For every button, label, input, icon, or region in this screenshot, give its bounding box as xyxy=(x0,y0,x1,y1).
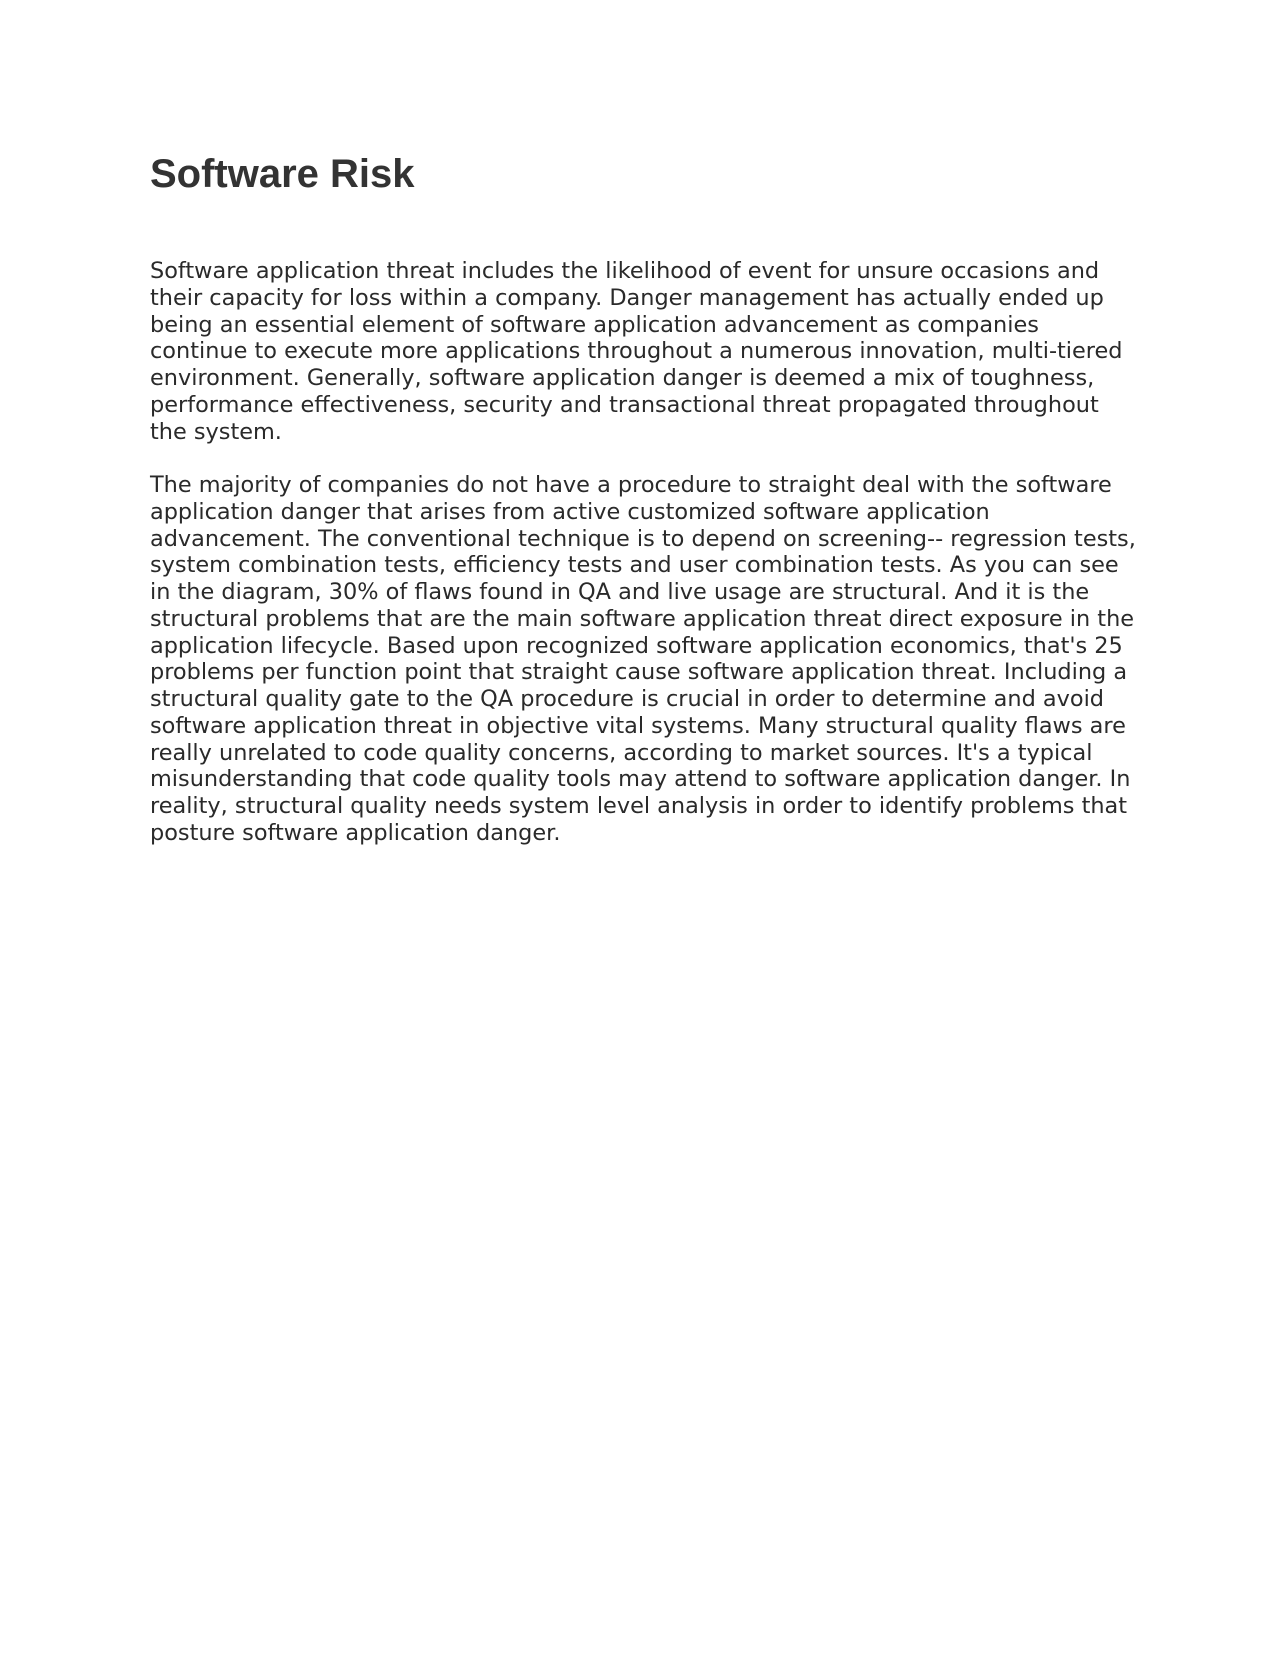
page-title: Software Risk xyxy=(150,152,415,196)
paragraph-1: Software application threat includes the likelihood of event for unsure occasions and their capacity for loss within a company. Danger management has actually ended up being an essential element of software application advancement as companies continue to execute more applications throughout a numerous innovation, multi-tiered environment. Generally, software application danger is deemed a mix of toughness, performance effectiveness, security and transactional threat propagated throughout the system. xyxy=(150,258,1123,445)
document-body xyxy=(150,258,1140,873)
paragraph-2: The majority of companies do not have a procedure to straight deal with the software application danger that arises from active customized software application advancement. The conventional technique is to depend on screening-- regression tests, system combination tests, efficiency tests and user combination tests. As you can see in the diagram, 30% of flaws found in QA and live usage are structural. And it is the structural problems that are the main software application threat direct exposure in the application lifecycle. Based upon recognized software application economics, that's 25 problems per function point that straight cause software application threat. Including a structural quality gate to the QA procedure is crucial in order to determine and avoid software application threat in objective vital systems. Many structural quality flaws are really unrelated to code quality concerns, according to market sources. It's a typical misunderstanding that code quality tools may attend to software application danger. In reality, structural quality needs system level analysis in order to identify problems that posture software application danger. xyxy=(150,472,1136,846)
